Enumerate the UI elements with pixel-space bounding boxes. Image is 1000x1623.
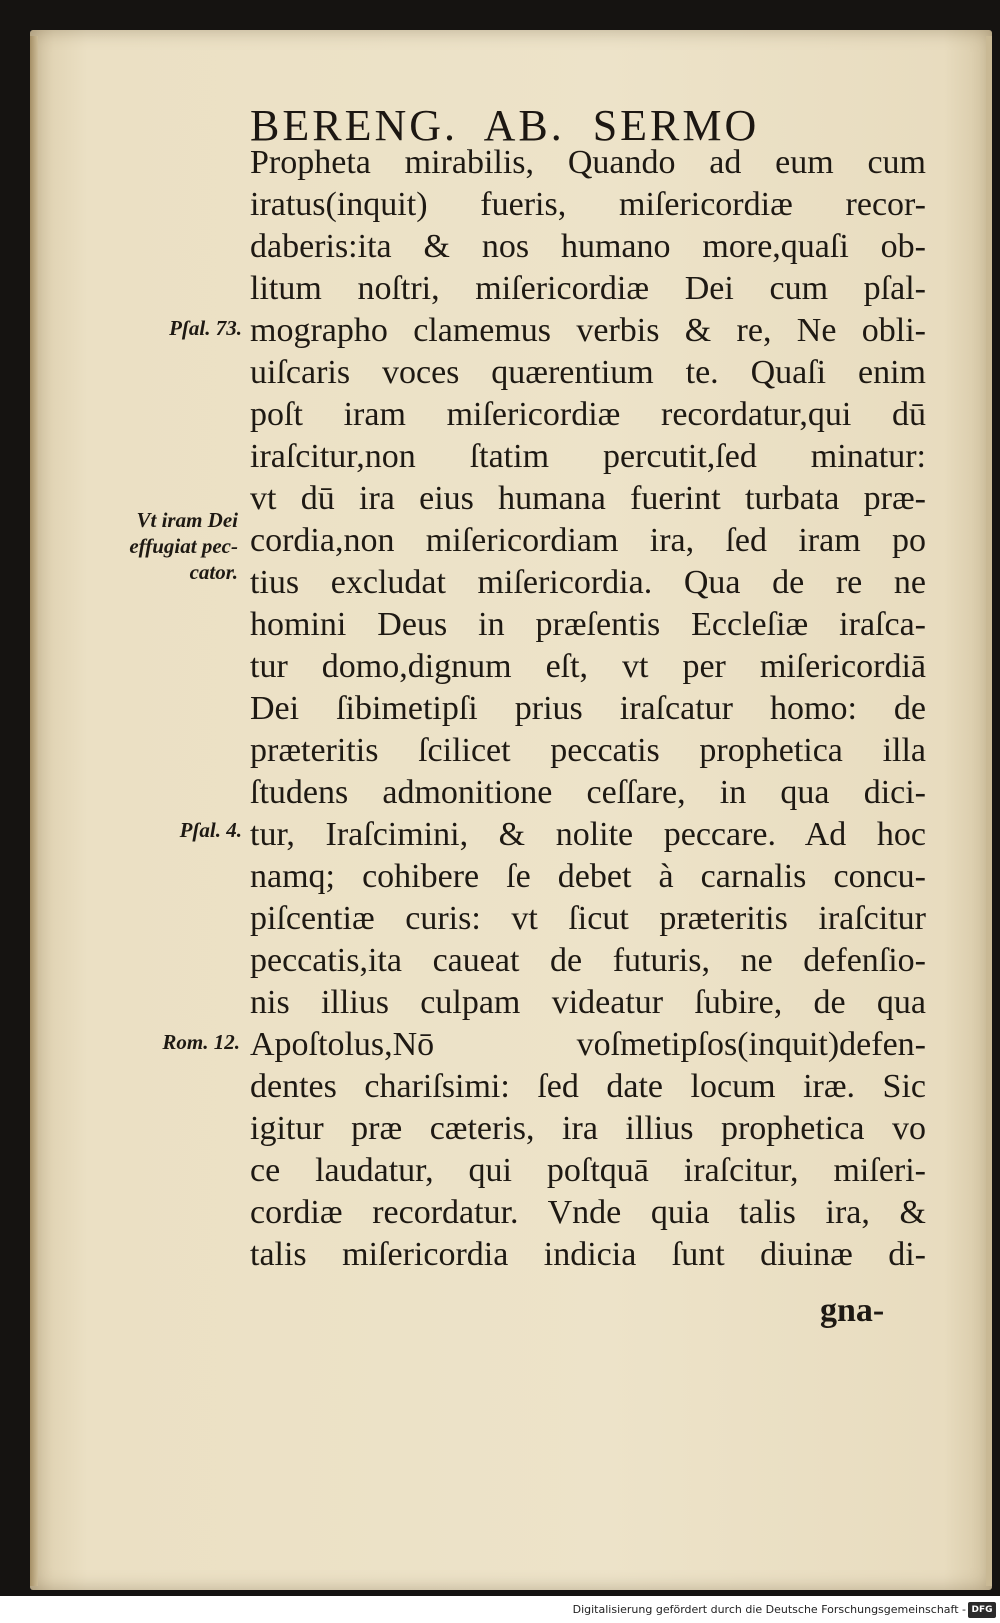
text-line: Apoſtolus,Nō voſmetipſos(inquit)defen- — [250, 1026, 926, 1063]
text-line: poſt iram miſericordiæ recordatur,qui dū — [250, 396, 926, 433]
text-line: daberis:ita & nos humano more,quaſi ob- — [250, 228, 926, 265]
text-line: tur domo,dignum eſt, vt per miſericordiā — [250, 648, 926, 685]
text-line: iraſcitur,non ſtatim percutit,ſed minatur: — [250, 438, 926, 475]
text-line: peccatis,ita caueat de futuris, ne defenſio- — [250, 942, 926, 979]
text-line: igitur præ cæteris, ira illius prophetica vo — [250, 1110, 926, 1147]
text-line: mographo clamemus verbis & re, Ne obli- — [250, 312, 926, 349]
marginal-note-rom-12: Rom. 12. — [162, 1030, 240, 1054]
text-line: litum noſtri, miſericordiæ Dei cum pſal- — [250, 270, 926, 307]
text-line: talis miſericordia indicia ſunt diuinæ di- — [250, 1236, 926, 1273]
text-line: tur, Iraſcimini, & nolite peccare. Ad hoc — [250, 816, 926, 853]
text-line: homini Deus in præſentis Eccleſiæ iraſca- — [250, 606, 926, 643]
text-line: tius excludat miſericordia. Qua de re ne — [250, 564, 926, 601]
text-line: nis illius culpam videatur ſubire, de qua — [250, 984, 926, 1021]
text-line: ce laudatur, qui poſtquā iraſcitur, miſeri- — [250, 1152, 926, 1189]
text-line: Propheta mirabilis, Quando ad eum cum — [250, 144, 926, 181]
marginal-note-vt-iram-line2: effugiat pec- — [129, 534, 238, 558]
text-line: uiſcaris voces quærentium te. Quaſi enim — [250, 354, 926, 391]
text-line: piſcentiæ curis: vt ſicut præteritis iraſcitur — [250, 900, 926, 937]
text-line: cordia,non miſericordiam ira, ſed iram po — [250, 522, 926, 559]
text-line: iratus(inquit) fueris, miſericordiæ recor- — [250, 186, 926, 223]
marginal-note-psal-4: Pſal. 4. — [179, 818, 242, 842]
text-line: præteritis ſcilicet peccatis prophetica illa — [250, 732, 926, 769]
marginal-note-vt-iram-line3: cator. — [189, 560, 238, 584]
text-line: vt dū ira eius humana fuerint turbata præ- — [250, 480, 926, 517]
running-head: BERENG. AB. SERMO — [250, 101, 760, 150]
text-line: cordiæ recordatur. Vnde quia talis ira, & — [250, 1194, 926, 1231]
text-line: namq; cohibere ſe debet à carnalis concu- — [250, 858, 926, 895]
catchword: gna- — [820, 1292, 885, 1329]
dfg-credit: Digitalisierung gefördert durch die Deutsche Forschungsgemeinschaft - — [572, 1603, 966, 1616]
text-line: Dei ſibimetipſi prius iraſcatur homo: de — [250, 690, 926, 727]
marginal-note-psal-73: Pſal. 73. — [169, 316, 242, 340]
page-edge-left — [30, 36, 38, 1586]
marginal-note-vt-iram-line1: Vt iram Dei — [136, 508, 238, 532]
page-edge-right — [986, 36, 992, 1586]
dfg-logo-icon: DFG — [968, 1602, 996, 1618]
text-line: dentes chariſsimi: ſed date locum iræ. Sic — [250, 1068, 926, 1105]
text-line: ſtudens admonitione ceſſare, in qua dici- — [250, 774, 926, 811]
